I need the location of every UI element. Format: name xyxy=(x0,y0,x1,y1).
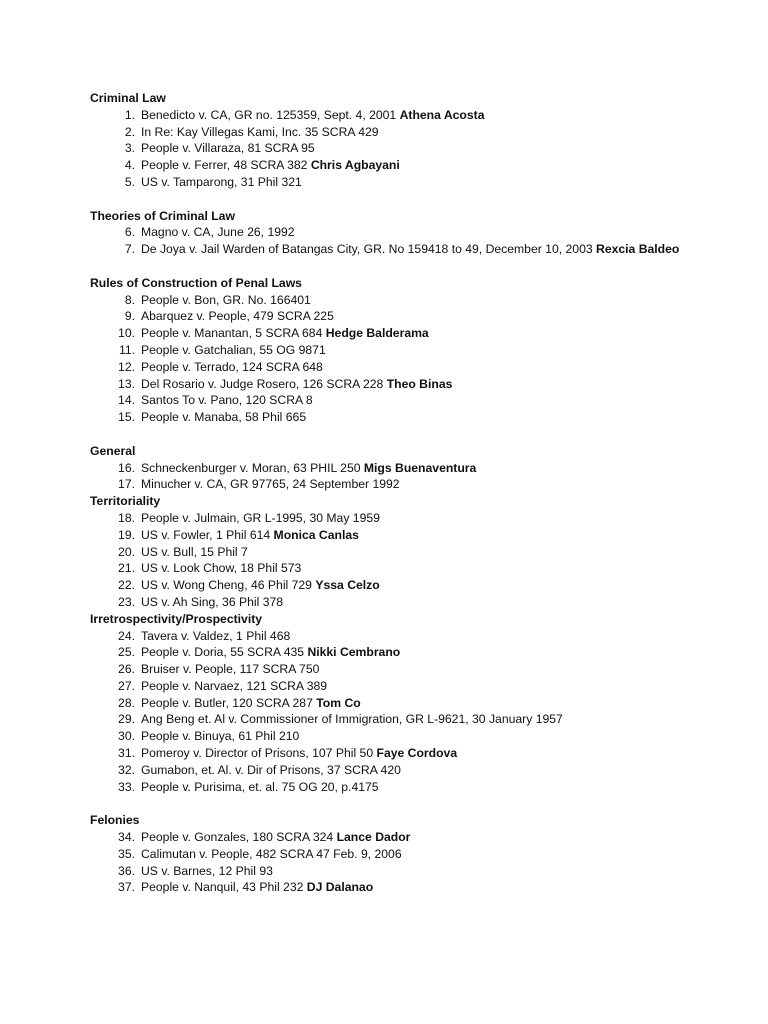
case-citation: People v. Butler, 120 SCRA 287 xyxy=(141,695,313,710)
case-citation: Gumabon, et. Al. v. Dir of Prisons, 37 SCRA 420 xyxy=(141,762,401,777)
case-number: 24. xyxy=(118,628,135,643)
case-item xyxy=(90,325,740,342)
case-item xyxy=(90,359,740,376)
case-item xyxy=(90,728,740,745)
case-number: 32. xyxy=(118,762,135,777)
case-item xyxy=(90,107,740,124)
case-number: 37. xyxy=(118,880,135,895)
case-citation: US v. Wong Cheng, 46 Phil 729 xyxy=(141,578,312,593)
case-item xyxy=(90,292,740,309)
case-reporter: Monica Canlas xyxy=(273,527,359,542)
case-item xyxy=(90,829,740,846)
case-item xyxy=(90,879,740,896)
case-number: 16. xyxy=(118,460,135,475)
case-citation: De Joya v. Jail Warden of Batangas City, GR. No 159418 to 49, December 10, 2003 xyxy=(141,242,593,257)
case-number: 3. xyxy=(124,141,135,156)
section-spacer xyxy=(90,426,740,443)
section-heading: Criminal Law xyxy=(90,91,166,105)
case-number: 17. xyxy=(118,477,135,492)
case-reporter: DJ Dalanao xyxy=(306,880,374,895)
case-citation: People v. Bon, GR. No. 166401 xyxy=(141,292,311,307)
case-item xyxy=(90,711,740,728)
section-heading: Territoriality xyxy=(90,494,161,509)
case-item xyxy=(90,124,740,141)
case-number: 35. xyxy=(118,846,135,861)
case-item xyxy=(90,863,740,880)
case-item xyxy=(90,308,740,325)
case-number: 11. xyxy=(118,342,135,357)
case-item xyxy=(90,527,740,544)
case-citation: Ang Beng et. Al v. Commissioner of Immigration, GR L-9621, 30 January 1957 xyxy=(141,712,563,727)
case-item xyxy=(90,779,740,796)
section-spacer xyxy=(90,258,740,275)
case-reporter: Lance Dador xyxy=(336,830,411,845)
case-reporter: Chris Agbayani xyxy=(310,158,400,173)
case-reporter: Rexcia Baldeo xyxy=(596,242,680,257)
case-number: 1. xyxy=(124,107,135,122)
section-spacer xyxy=(90,795,740,812)
case-item xyxy=(90,460,740,477)
case-number: 4. xyxy=(124,158,135,173)
case-citation: Del Rosario v. Judge Rosero, 126 SCRA 228 xyxy=(141,376,384,391)
case-citation: People v. Manaba, 58 Phil 665 xyxy=(141,410,307,425)
case-number: 15. xyxy=(118,410,135,425)
case-citation: People v. Gonzales, 180 SCRA 324 xyxy=(141,830,334,845)
case-number: 5. xyxy=(124,174,135,189)
case-citation: Schneckenburger v. Moran, 63 PHIL 250 xyxy=(141,460,361,475)
case-item xyxy=(90,762,740,779)
case-citation: US v. Bull, 15 Phil 7 xyxy=(141,544,248,559)
case-citation: People v. Doria, 55 SCRA 435 xyxy=(141,645,305,660)
case-item xyxy=(90,661,740,678)
case-item xyxy=(90,224,740,241)
case-citation: US v. Tamparong, 31 Phil 321 xyxy=(141,174,302,189)
case-item xyxy=(90,594,740,611)
case-citation: Bruiser v. People, 117 SCRA 750 xyxy=(141,662,320,677)
case-number: 25. xyxy=(118,645,135,660)
section-heading: Felonies xyxy=(90,813,140,828)
case-number: 26. xyxy=(118,662,135,677)
case-citation: In Re: Kay Villegas Kami, Inc. 35 SCRA 429 xyxy=(141,124,379,139)
case-number: 6. xyxy=(124,225,135,240)
document-body xyxy=(90,90,740,896)
section-heading: General xyxy=(90,443,136,458)
case-number: 13. xyxy=(118,376,135,391)
case-reporter: Theo Binas xyxy=(386,376,453,391)
case-citation: Tavera v. Valdez, 1 Phil 468 xyxy=(141,628,291,643)
case-citation: US v. Look Chow, 18 Phil 573 xyxy=(141,561,302,576)
case-item xyxy=(90,510,740,527)
case-number: 9. xyxy=(124,309,135,324)
case-reporter: Yssa Celzo xyxy=(315,578,380,593)
case-citation: US v. Ah Sing, 36 Phil 378 xyxy=(141,594,284,609)
section-spacer xyxy=(90,191,740,208)
case-number: 34. xyxy=(118,830,135,845)
case-list xyxy=(90,107,740,191)
case-number: 29. xyxy=(118,712,135,727)
section-heading: Rules of Construction of Penal Laws xyxy=(90,275,302,290)
case-item xyxy=(90,392,740,409)
case-reporter: Athena Acosta xyxy=(399,107,485,122)
case-citation: Magno v. CA, June 26, 1992 xyxy=(141,225,295,240)
case-reporter: Faye Cordova xyxy=(376,746,458,761)
case-reporter: Migs Buenaventura xyxy=(363,460,477,475)
case-citation: Pomeroy v. Director of Prisons, 107 Phil 50 xyxy=(141,746,374,761)
case-list xyxy=(90,628,740,796)
case-item xyxy=(90,846,740,863)
case-number: 8. xyxy=(124,292,135,307)
case-citation: Abarquez v. People, 479 SCRA 225 xyxy=(141,309,334,324)
case-citation: People v. Terrado, 124 SCRA 648 xyxy=(141,359,323,374)
case-number: 28. xyxy=(118,695,135,710)
case-number: 21. xyxy=(118,561,135,576)
case-citation: People v. Villaraza, 81 SCRA 95 xyxy=(141,141,315,156)
case-item xyxy=(90,376,740,393)
case-number: 14. xyxy=(118,393,135,408)
case-item xyxy=(90,560,740,577)
case-number: 10. xyxy=(118,326,135,341)
case-number: 22. xyxy=(118,578,135,593)
case-number: 30. xyxy=(118,729,135,744)
case-item xyxy=(90,174,740,191)
case-citation: Minucher v. CA, GR 97765, 24 September 1992 xyxy=(141,477,400,492)
case-citation: People v. Manantan, 5 SCRA 684 xyxy=(141,326,323,341)
case-citation: People v. Narvaez, 121 SCRA 389 xyxy=(141,678,328,693)
case-number: 12. xyxy=(118,359,135,374)
case-item xyxy=(90,544,740,561)
case-citation: People v. Nanquil, 43 Phil 232 xyxy=(141,880,304,895)
case-reporter: Tom Co xyxy=(316,695,361,710)
case-item xyxy=(90,157,740,174)
case-citation: People v. Gatchalian, 55 OG 9871 xyxy=(141,342,326,357)
case-citation: Calimutan v. People, 482 SCRA 47 Feb. 9, 2006 xyxy=(141,846,402,861)
case-reporter: Hedge Balderama xyxy=(325,326,429,341)
case-item xyxy=(90,342,740,359)
case-number: 20. xyxy=(118,544,135,559)
case-item xyxy=(90,409,740,426)
case-item xyxy=(90,577,740,594)
case-citation: People v. Binuya, 61 Phil 210 xyxy=(141,729,300,744)
case-item xyxy=(90,695,740,712)
case-list xyxy=(90,224,740,258)
case-citation: Benedicto v. CA, GR no. 125359, Sept. 4, 2001 xyxy=(141,107,397,122)
case-number: 7. xyxy=(124,242,135,257)
case-list xyxy=(90,460,740,494)
case-citation: US v. Fowler, 1 Phil 614 xyxy=(141,527,271,542)
section-heading: Irretrospectivity/Prospectivity xyxy=(90,611,263,626)
case-item xyxy=(90,628,740,645)
case-citation: Santos To v. Pano, 120 SCRA 8 xyxy=(141,393,313,408)
case-citation: US v. Barnes, 12 Phil 93 xyxy=(141,863,273,878)
case-list xyxy=(90,510,740,611)
case-citation: People v. Purisima, et. al. 75 OG 20, p.4175 xyxy=(141,779,379,794)
case-item xyxy=(90,140,740,157)
case-number: 2. xyxy=(124,124,135,139)
case-item xyxy=(90,678,740,695)
case-number: 27. xyxy=(118,678,135,693)
case-list xyxy=(90,829,740,896)
case-citation: People v. Julmain, GR L-1995, 30 May 1959 xyxy=(141,510,380,525)
case-number: 19. xyxy=(118,527,135,542)
case-item xyxy=(90,476,740,493)
section-heading: Theories of Criminal Law xyxy=(90,208,235,223)
case-number: 36. xyxy=(118,863,135,878)
case-number: 33. xyxy=(118,779,135,794)
case-number: 23. xyxy=(118,594,135,609)
case-number: 31. xyxy=(118,746,135,761)
case-citation: People v. Ferrer, 48 SCRA 382 xyxy=(141,158,308,173)
case-item xyxy=(90,745,740,762)
case-number: 18. xyxy=(118,510,135,525)
case-reporter: Nikki Cembrano xyxy=(307,645,401,660)
case-list xyxy=(90,292,740,426)
case-item xyxy=(90,241,740,258)
case-item xyxy=(90,644,740,661)
